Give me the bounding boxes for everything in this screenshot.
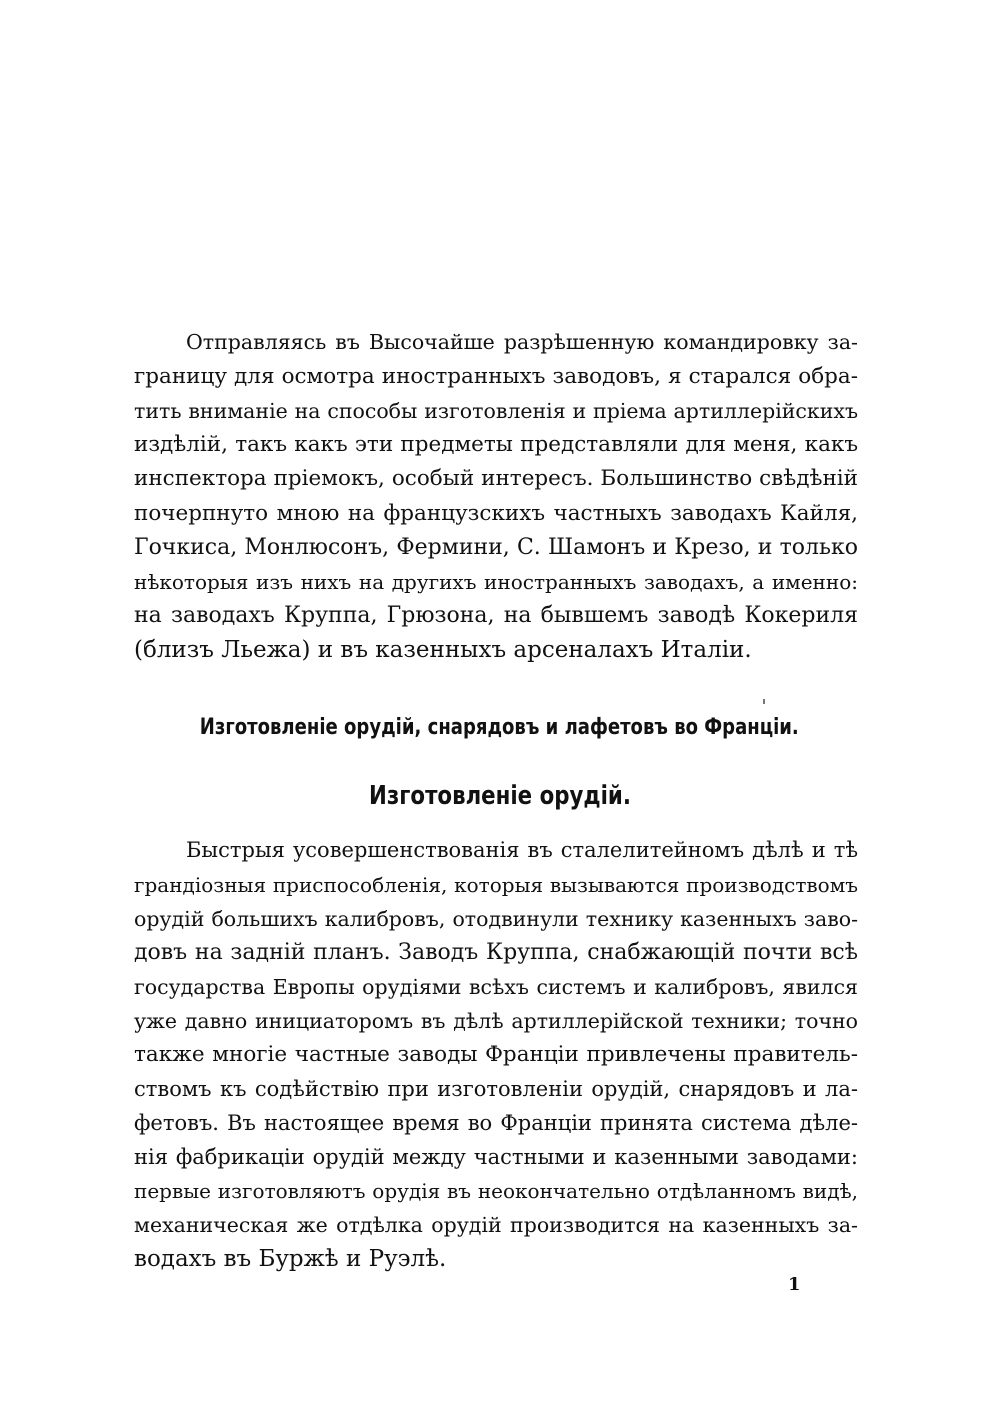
paragraph-line: фетовъ. Въ настоящее время во Франціи принята система дѣле- [134, 1111, 858, 1135]
section-heading: Изготовленіе орудій, снарядовъ и лафетовъ во Франціи. [199, 715, 799, 740]
paragraph-line: довъ на задній планъ. Заводъ Круппа, снабжающій почти всѣ [134, 940, 858, 965]
paragraph-line: тить вниманіе на способы изготовленія и пріема артиллерійскихъ [134, 399, 858, 423]
paragraph-line: нія фабрикаціи орудій между частными и казенными заводами: [134, 1145, 858, 1169]
paragraph-line: почерпнуто мною на французскихъ частныхъ заводахъ Кайля, [134, 501, 858, 526]
paragraph-line: уже давно инициаторомъ въ дѣлѣ артиллерійской техники; точно [134, 1009, 858, 1033]
paragraph-line: водахъ въ Буржѣ и Руэлѣ. [134, 1246, 447, 1272]
paragraph-line: (близъ Льежа) и въ казенныхъ арсеналахъ Италіи. [134, 637, 752, 663]
paragraph-line: границу для осмотра иностранныхъ заводовъ, я старался обра- [134, 364, 858, 389]
paragraph-line: также многіе частные заводы Франціи привлечены правитель- [134, 1042, 858, 1067]
page-number: 1 [788, 1274, 801, 1295]
paragraph-line: инспектора пріемокъ, особый интересъ. Большинство свѣдѣній [134, 466, 858, 491]
paragraph-line: первые изготовляютъ орудія въ неокончательно отдѣланномъ видѣ, [134, 1179, 858, 1203]
paragraph-line: государства Европы орудіями всѣхъ системъ и калибровъ, явился [134, 975, 858, 999]
paragraph-line: грандіозныя приспособленія, которыя вызываются производствомъ [134, 873, 858, 897]
subsection-heading: Изготовленіе орудій. [369, 781, 631, 811]
paragraph-line: Быстрыя усовершенствованія въ сталелитейномъ дѣлѣ и тѣ [186, 838, 858, 862]
paragraph-line: орудій большихъ калибровъ, отодвинули технику казенныхъ заво- [134, 907, 858, 931]
print-speck [763, 699, 765, 704]
paragraph-line: на заводахъ Круппа, Грюзона, на бывшемъ заводѣ Кокериля [134, 603, 858, 628]
paragraph-line: нѣкоторыя изъ нихъ на другихъ иностранныхъ заводахъ, а именно: [134, 570, 858, 594]
paragraph-line: издѣлій, такъ какъ эти предметы представляли для меня, какъ [134, 432, 858, 457]
paragraph-line: Отправляясь въ Высочайше разрѣшенную командировку за- [186, 330, 858, 354]
paragraph-line: Гочкиса, Монлюсонъ, Фермини, С. Шамонъ и Крезо, и только [134, 535, 858, 560]
paragraph-line: механическая же отдѣлка орудій производится на казенныхъ за- [134, 1213, 858, 1237]
paragraph-line: ствомъ къ содѣйствію при изготовленіи орудій, снарядовъ и ла- [134, 1077, 858, 1101]
